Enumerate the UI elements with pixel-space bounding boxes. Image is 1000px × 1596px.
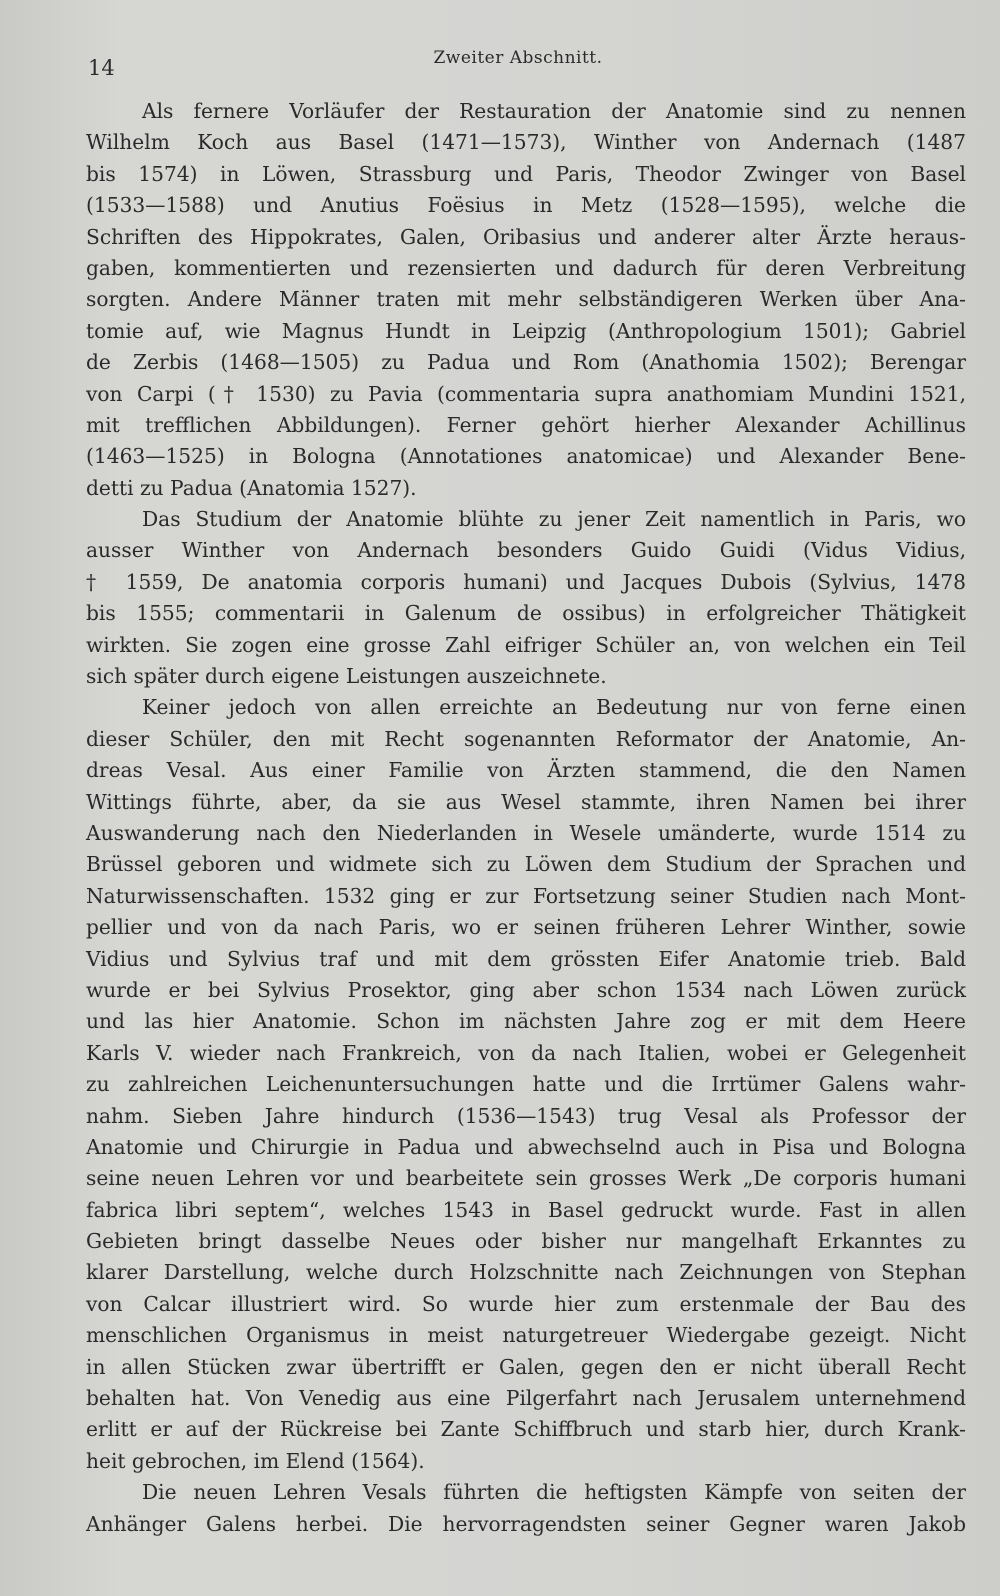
text-line: Schriften des Hippokrates, Galen, Oribasius und anderer alter Ärzte heraus- (86, 224, 966, 249)
text-line: dieser Schüler, den mit Recht sogenannten Reformator der Anatomie, An- (86, 726, 966, 751)
text-line: klarer Darstellung, welche durch Holzschnitte nach Zeichnungen von Stephan (86, 1260, 966, 1285)
text-line: von Calcar illustriert wird. So wurde hier zum erstenmale der Bau des (86, 1291, 966, 1316)
text-line: mit trefflichen Abbildungen). Ferner gehört hierher Alexander Achillinus (86, 412, 966, 437)
body-text (86, 96, 966, 1540)
text-line: in allen Stücken zwar übertrifft er Galen, gegen den er nicht überall Recht (86, 1354, 966, 1379)
text-line: von Carpi († 1530) zu Pavia (commentaria supra anathomiam Mundini 1521, (86, 381, 966, 406)
text-line: gaben, kommentierten und rezensierten und dadurch für deren Verbreitung (86, 255, 966, 280)
text-line: und las hier Anatomie. Schon im nächsten Jahre zog er mit dem Heere (86, 1009, 966, 1034)
text-line: behalten hat. Von Venedig aus eine Pilgerfahrt nach Jerusalem unternehmend (86, 1386, 966, 1411)
text-line: Brüssel geboren und widmete sich zu Löwen dem Studium der Sprachen und (86, 852, 966, 877)
text-line: erlitt er auf der Rückreise bei Zante Schiffbruch und starb hier, durch Krank- (86, 1417, 966, 1442)
text-line: zu zahlreichen Leichenuntersuchungen hatte und die Irrtümer Galens wahr- (86, 1072, 966, 1097)
text-line: Auswanderung nach den Niederlanden in Wesele umänderte, wurde 1514 zu (86, 820, 966, 845)
page-header (88, 48, 968, 88)
text-line: nahm. Sieben Jahre hindurch (1536—1543) trug Vesal als Professor der (86, 1103, 966, 1128)
text-line: bis 1574) in Löwen, Strassburg und Paris, Theodor Zwinger von Basel (86, 161, 966, 186)
text-line: (1463—1525) in Bologna (Annotationes anatomicae) und Alexander Bene- (86, 444, 966, 469)
text-line: heit gebrochen, im Elend (1564). (86, 1448, 425, 1473)
text-line: Keiner jedoch von allen erreichte an Bedeutung nur von ferne einen (142, 695, 966, 720)
running-title: Zweiter Abschnitt. (433, 48, 603, 68)
text-line: wurde er bei Sylvius Prosektor, ging aber schon 1534 nach Löwen zurück (86, 977, 966, 1002)
text-line: Karls V. wieder nach Frankreich, von da nach Italien, wobei er Gelegenheit (86, 1040, 966, 1065)
text-line: ausser Winther von Andernach besonders Guido Guidi (Vidus Vidius, (86, 538, 966, 563)
text-line: sich später durch eigene Leistungen auszeichnete. (86, 664, 607, 689)
text-line: (1533—1588) und Anutius Foësius in Metz (1528—1595), welche die (86, 193, 966, 218)
text-line: bis 1555; commentarii in Galenum de ossibus) in erfolgreicher Thätigkeit (86, 601, 966, 626)
text-line: Die neuen Lehren Vesals führten die heftigsten Kämpfe von seiten der (142, 1480, 966, 1505)
text-line: † 1559, De anatomia corporis humani) und Jacques Dubois (Sylvius, 1478 (86, 569, 966, 594)
text-line: wirkten. Sie zogen eine grosse Zahl eifriger Schüler an, von welchen ein Teil (86, 632, 966, 657)
text-line: Naturwissenschaften. 1532 ging er zur Fortsetzung seiner Studien nach Mont- (86, 883, 966, 908)
page-number: 14 (88, 56, 115, 80)
text-line: menschlichen Organismus in meist naturgetreuer Wiedergabe gezeigt. Nicht (86, 1323, 966, 1348)
text-line: dreas Vesal. Aus einer Familie von Ärzten stammend, die den Namen (86, 758, 966, 783)
text-line: Das Studium der Anatomie blühte zu jener Zeit namentlich in Paris, wo (142, 507, 966, 532)
text-line: seine neuen Lehren vor und bearbeitete sein grosses Werk „De corporis humani (86, 1166, 966, 1191)
text-line: Wilhelm Koch aus Basel (1471—1573), Winther von Andernach (1487 (86, 130, 966, 155)
text-line: de Zerbis (1468—1505) zu Padua und Rom (Anathomia 1502); Berengar (86, 350, 966, 375)
text-line: fabrica libri septem“, welches 1543 in Basel gedruckt wurde. Fast in allen (86, 1197, 966, 1222)
text-line: Als fernere Vorläufer der Restauration der Anatomie sind zu nennen (142, 99, 966, 123)
text-line: pellier und von da nach Paris, wo er seinen früheren Lehrer Winther, sowie (86, 915, 966, 940)
text-line: detti zu Padua (Anatomia 1527). (86, 475, 417, 500)
text-line: sorgten. Andere Männer traten mit mehr selbständigeren Werken über Ana- (86, 287, 966, 312)
text-line: Anatomie und Chirurgie in Padua und abwechselnd auch in Pisa und Bologna (86, 1134, 966, 1159)
text-line: Gebieten bringt dasselbe Neues oder bisher nur mangelhaft Erkanntes zu (86, 1229, 966, 1254)
text-line: tomie auf, wie Magnus Hundt in Leipzig (Anthropologium 1501); Gabriel (86, 318, 966, 343)
text-line: Wittings führte, aber, da sie aus Wesel stammte, ihren Namen bei ihrer (86, 789, 966, 814)
text-line: Anhänger Galens herbei. Die hervorragendsten seiner Gegner waren Jakob (86, 1511, 966, 1536)
text-line: Vidius und Sylvius traf und mit dem grössten Eifer Anatomie trieb. Bald (86, 946, 966, 971)
